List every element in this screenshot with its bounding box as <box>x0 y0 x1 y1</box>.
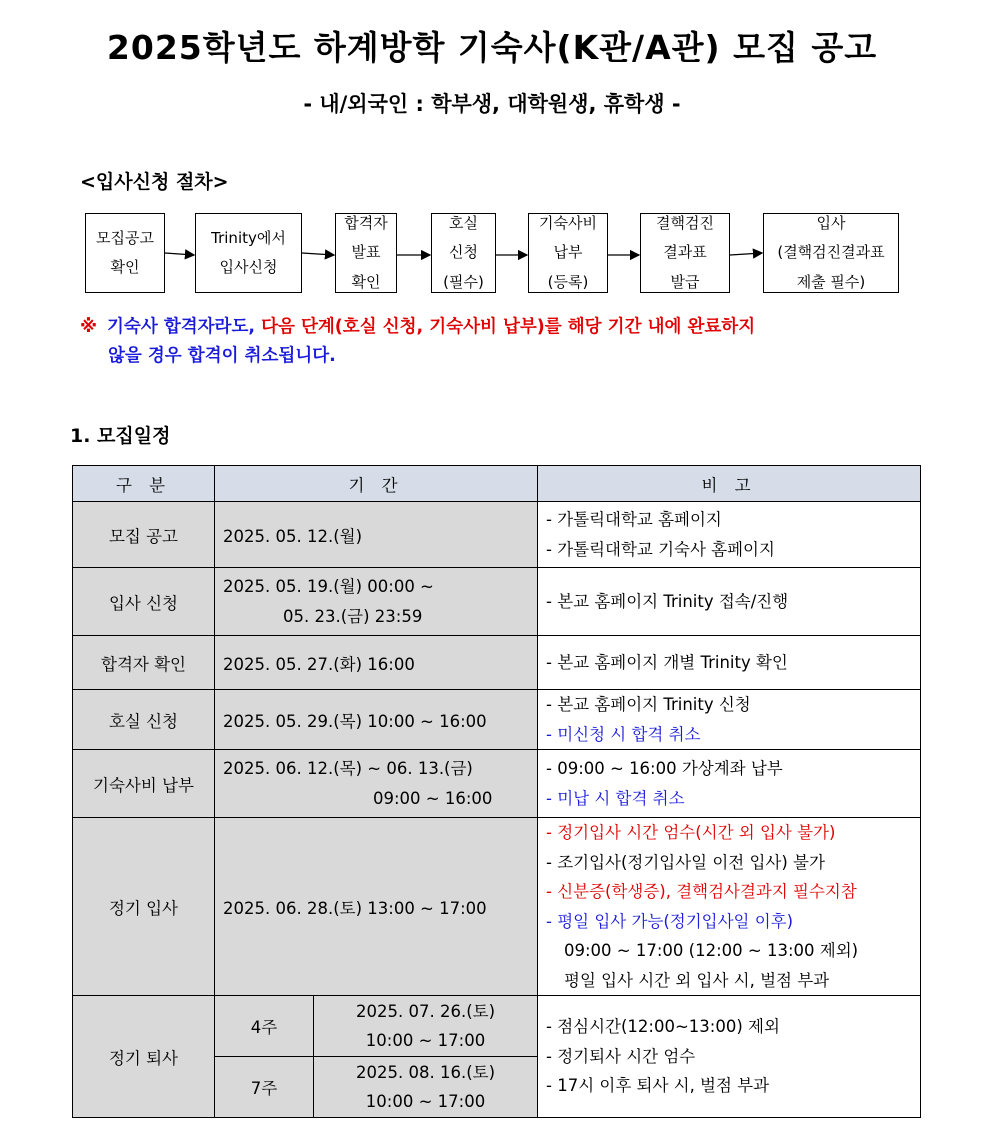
note-line: - 조기입사(정기입사일 이전 입사) 불가 <box>546 852 825 872</box>
note-line: 평일 입사 시간 외 입사 시, 벌점 부과 <box>564 970 830 990</box>
row-note <box>538 996 921 1118</box>
header-category: 구 분 <box>73 466 215 502</box>
header-period: 기 간 <box>215 466 538 502</box>
row-period: 2025. 05. 29.(목) 10:00 ~ 16:00 <box>215 690 538 750</box>
period-line: 09:00 ~ 16:00 <box>373 788 493 808</box>
row-period: 2025. 05. 27.(화) 16:00 <box>215 636 538 690</box>
period-line: 2025. 08. 16.(토) <box>355 1062 496 1082</box>
period-line: 10:00 ~ 17:00 <box>365 1092 486 1111</box>
period-line: 05. 23.(금) 23:59 <box>283 606 423 626</box>
arrow-6 <box>730 253 762 255</box>
note-line: - 정기입사 시간 엄수(시간 외 입사 불가) <box>546 823 836 842</box>
row-category: 호실 신청 <box>73 690 215 750</box>
step-text: (필수) <box>443 272 484 291</box>
notice-part3: 않을 경우 합격이 취소됩니다. <box>108 346 336 366</box>
row-category: 모집 공고 <box>73 502 215 568</box>
row-note <box>538 750 921 818</box>
notice-part1: 기숙사 합격자라도, <box>107 317 262 337</box>
note-line: - 본교 홈페이지 Trinity 신청 <box>546 695 751 714</box>
step-text: 기숙사비 <box>539 213 597 232</box>
row-period: 2025. 06. 28.(토) 13:00 ~ 17:00 <box>215 818 538 996</box>
table-row <box>73 690 921 750</box>
row-period <box>314 996 538 1057</box>
note-line: 09:00 ~ 17:00 (12:00 ~ 13:00 제외) <box>564 941 859 960</box>
step-text: 확인 <box>351 272 381 291</box>
header-note: 비 고 <box>538 466 921 502</box>
page-subtitle: - 내/외국인 : 학부생, 대학원생, 휴학생 - <box>303 92 681 116</box>
row-category: 정기 입사 <box>73 818 215 996</box>
period-line: 10:00 ~ 17:00 <box>365 1031 486 1050</box>
flow-arrows <box>0 0 984 300</box>
cancel-notice <box>80 313 920 371</box>
table-row <box>73 636 921 690</box>
step-text: 발표 <box>351 243 381 262</box>
step-text: 확인 <box>110 258 140 276</box>
note-line: - 미신청 시 합격 취소 <box>546 724 701 744</box>
period-line: 2025. 06. 12.(목) ~ 06. 13.(금) <box>223 759 473 778</box>
period-line: 2025. 07. 26.(토) <box>355 1001 496 1021</box>
section-heading: 1. 모집일정 <box>70 425 171 447</box>
note-line: - 본교 홈페이지 개별 Trinity 확인 <box>546 652 788 672</box>
note-line: - 정기퇴사 시간 엄수 <box>546 1046 696 1066</box>
step-text: 제출 필수) <box>796 272 866 291</box>
step-text: 입사신청 <box>219 258 278 276</box>
step-text: 신청 <box>449 243 478 262</box>
row-note <box>538 818 921 996</box>
note-line: - 미납 시 합격 취소 <box>546 788 685 808</box>
step-text: 결핵검진 <box>656 213 714 232</box>
week-label: 7주 <box>215 1057 314 1118</box>
row-category: 정기 퇴사 <box>73 996 215 1118</box>
arrow-1 <box>165 253 194 255</box>
table-row <box>73 996 921 1057</box>
step-text: Trinity에서 <box>211 228 286 247</box>
notice-part2: 다음 단계(호실 신청, 기숙사비 납부)를 해당 기간 내에 완료하지 <box>261 317 756 337</box>
step-text: 발급 <box>670 272 700 291</box>
note-line: - 본교 홈페이지 Trinity 접속/진행 <box>546 591 789 611</box>
note-line: - 점심시간(12:00~13:00) 제외 <box>546 1017 780 1037</box>
table-row <box>73 750 921 818</box>
week-label: 4주 <box>215 996 314 1057</box>
table-header-row <box>73 466 921 502</box>
row-note <box>538 636 921 690</box>
note-line: - 평일 입사 가능(정기입사일 이후) <box>546 911 794 931</box>
step-text: (결핵검진결과표 <box>777 243 885 262</box>
note-line: - 17시 이후 퇴사 시, 벌점 부과 <box>546 1076 770 1096</box>
table-row <box>73 568 921 636</box>
table-row <box>73 818 921 996</box>
notice-mark: ※ <box>80 317 98 337</box>
step-text: 모집공고 <box>96 228 154 247</box>
row-note <box>538 568 921 636</box>
step-text: 납부 <box>553 243 583 262</box>
page-title: 2025학년도 하계방학 기숙사(K관/A관) 모집 공고 <box>106 28 878 67</box>
row-category: 기숙사비 납부 <box>73 750 215 818</box>
step-text: (등록) <box>547 272 589 291</box>
note-line: - 09:00 ~ 16:00 가상계좌 납부 <box>546 759 783 778</box>
row-period <box>314 1057 538 1118</box>
note-line: - 가톨릭대학교 기숙사 홈페이지 <box>546 539 775 559</box>
period-line: 2025. 05. 19.(월) 00:00 ~ <box>223 577 434 596</box>
table-row <box>73 502 921 568</box>
step-text: 호실 <box>449 213 478 232</box>
row-period <box>215 750 538 818</box>
arrow-2 <box>302 253 334 255</box>
note-line: - 신분증(학생증), 결핵검사결과지 필수지참 <box>546 882 857 901</box>
row-category: 합격자 확인 <box>73 636 215 690</box>
row-note <box>538 502 921 568</box>
schedule-table <box>72 465 921 1118</box>
step-text: 결과표 <box>663 243 707 262</box>
note-line: - 가톨릭대학교 홈페이지 <box>546 510 722 529</box>
step-text: 합격자 <box>344 213 388 232</box>
procedure-heading: <입사신청 절차> <box>80 171 229 193</box>
row-note <box>538 690 921 750</box>
row-period <box>215 568 538 636</box>
row-category: 입사 신청 <box>73 568 215 636</box>
step-text: 입사 <box>816 213 846 232</box>
row-period: 2025. 05. 12.(월) <box>215 502 538 568</box>
